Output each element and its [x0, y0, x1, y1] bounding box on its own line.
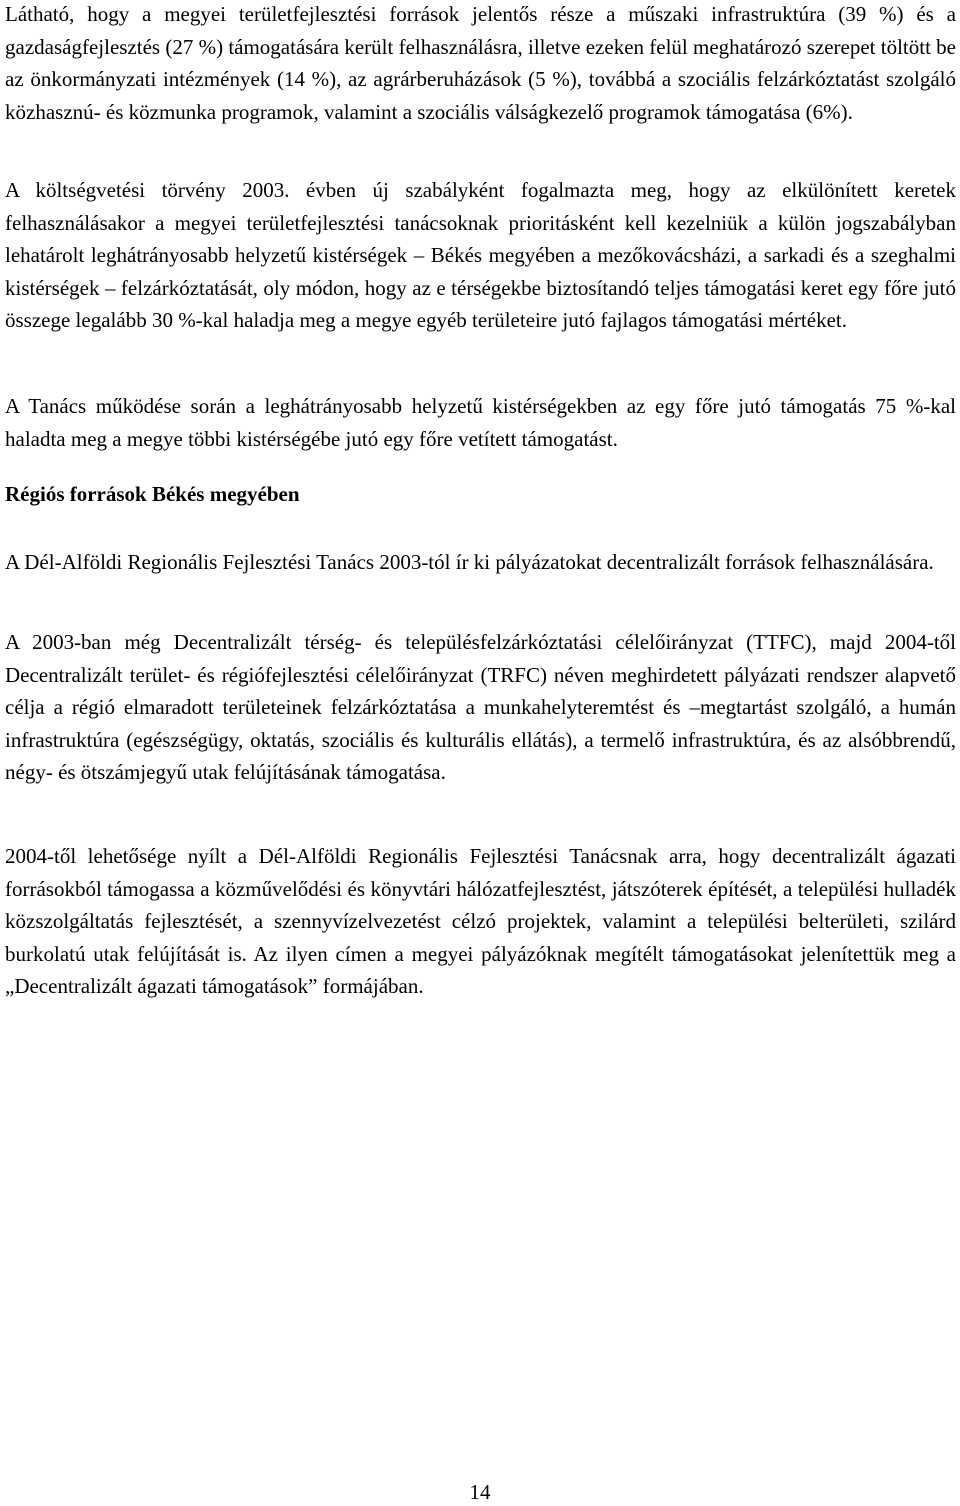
paragraph-budget-law-2003: A költségvetési törvény 2003. évben új szabályként fogalmazta meg, hogy az elkülönített keretek felhasználásakor a megyei területfejlesztési tanácsoknak prioritásként kell kezelniük a külön jogszabályban lehatárolt leghátrányosabb helyzetű kistérségek – Békés megyében a mezőkovácsházi, a sarkadi és a szeghalmi kistérségek – felzárkóztatását, oly módon, hogy az e térségekbe biztosítandó teljes támogatási keret egy főre jutó összege legalább 30 %-kal haladja meg a megye egyéb területeire jutó fajlagos támogatási mértéket.	[5, 178, 956, 332]
section-heading-regional-sources: Régiós források Békés megyében	[5, 482, 300, 506]
paragraph-regional-council-tenders: A Dél-Alföldi Regionális Fejlesztési Tanács 2003-tól ír ki pályázatokat decentralizált források felhasználására.	[5, 550, 934, 574]
paragraph-sectoral-sources-2004: 2004-től lehetősége nyílt a Dél-Alföldi Regionális Fejlesztési Tanácsnak arra, hogy decentralizált ágazati forrásokból támogassa a közművelődési és könyvtári hálózatfejlesztést, játszóterek építését, a települési hulladék közszolgáltatás fejlesztését, a szennyvízelvezetést célzó projektek, valamint a települési belterületi, szilárd burkolatú utak felújítását is. Az ilyen címen a megyei pályázóknak megítélt támogatásokat jelenítettük meg a „Decentralizált ágazati támogatások” formájában.	[5, 844, 956, 998]
paragraph-infrastructure-shares: Látható, hogy a megyei területfejlesztési források jelentős része a műszaki infrastruktúra (39 %) és a gazdaságfejlesztés (27 %) támogatására került felhasználásra, illetve ezeken felül meghatározó szerepet töltött be az önkormányzati intézmények (14 %), az agrárberuházások (5 %), továbbá a szociális felzárkóztatást szolgáló közhasznú- és közmunka programok, valamint a szociális válságkezelő programok támogatása (6%).	[5, 2, 956, 124]
paragraph-ttfc-trfc: A 2003-ban még Decentralizált térség- és településfelzárkóztatási célelőirányzat (TTFC), majd 2004-től Decentralizált terület- és régiófejlesztési célelőirányzat (TRFC) néven meghirdetett pályázati rendszer alapvető célja a régió elmaradott területeinek felzárkóztatása a munkahelyteremtést és –megtartást szolgáló, a humán infrastruktúra (egészségügy, oktatás, szociális és kulturális ellátás), a termelő infrastruktúra, és az alsóbbrendű, négy- és ötszámjegyű utak felújításának támogatása.	[5, 630, 956, 784]
paragraph-council-operation: A Tanács működése során a leghátrányosabb helyzetű kistérségekben az egy főre jutó támogatás 75 %-kal haladta meg a megye többi kistérségébe jutó egy főre vetített támogatást.	[5, 394, 956, 451]
page-number: 14	[469, 1480, 491, 1504]
